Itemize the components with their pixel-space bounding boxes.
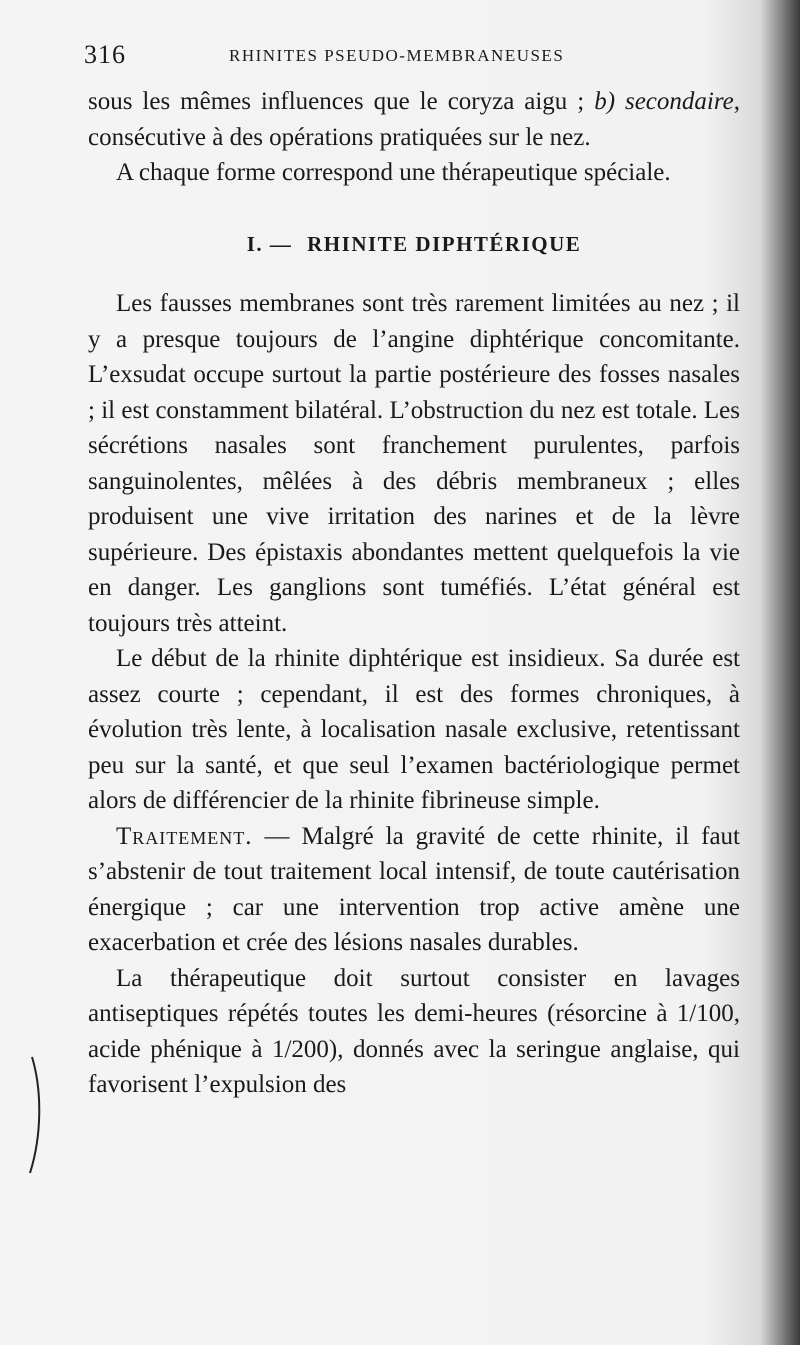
intro-letter: b) [594, 88, 625, 115]
intro-text-start: sous les mêmes influences que le coryza aigu ; [88, 88, 595, 115]
section-title: RHINITE DIPHTÉRIQUE [307, 231, 582, 256]
treatment-text: — Malgré la gravité de cette rhinite, il faut s’abstenir de tout traitement local intensif, de toute cautérisation énergique ; car une intervention trop active amène une exacerbation et crée des lésions nasales durables. [88, 822, 740, 956]
page-number: 316 [84, 40, 126, 69]
body-text [88, 84, 740, 1103]
section-heading [88, 227, 740, 263]
intro-text-end: , consécutive à des opérations pratiquées sur le nez. [88, 88, 740, 151]
paragraph-symptoms: Les fausses membranes sont très rarement limitées au nez ; il y a presque toujours de l’angine diphtérique concomitante. L’exsudat occupe surtout la partie postérieure des fosses nasales ; il est constamment bilatéral. L’obstruction du nez est totale. Les sécrétions nasales sont franchement purulentes, parfois sanguinolentes, mêlées à des débris membraneux ; elles produisent une vive irritation des narines et de la lèvre supérieure. Des épistaxis abondantes mettent quelquefois la vie en danger. Les ganglions sont tuméfiés. L’état général est toujours très atteint. [88, 290, 740, 637]
treatment-label: Traitement. [116, 822, 253, 850]
section-numeral: I. — [246, 231, 293, 256]
paragraph-treatment [88, 819, 740, 961]
running-head: RHINITES PSEUDO-MEMBRANEUSES [229, 46, 565, 65]
paragraph-therapy: La thérapeutique doit surtout consister en lavages antiseptiques répétés toutes les demi-heures (résorcine à 1/100, acide phénique à 1/200), donnés avec la seringue anglaise, qui favorisent l’expulsion des [88, 964, 740, 1098]
margin-bracket-mark [26, 1055, 46, 1175]
page-header [84, 40, 744, 76]
intro-italic-term: secondaire [624, 88, 734, 115]
paragraph-course: Le début de la rhinite diphtérique est insidieux. Sa durée est assez courte ; cependant, il est des formes chroniques, à évolution très lente, à localisation nasale exclusive, retentissant peu sur la santé, et que seul l’examen bactériologique permet alors de différencier de la rhinite fibrineuse simple. [88, 645, 740, 814]
intro-paragraph [88, 84, 740, 155]
intro-paragraph-2: A chaque forme correspond une thérapeutique spéciale. [116, 159, 671, 186]
